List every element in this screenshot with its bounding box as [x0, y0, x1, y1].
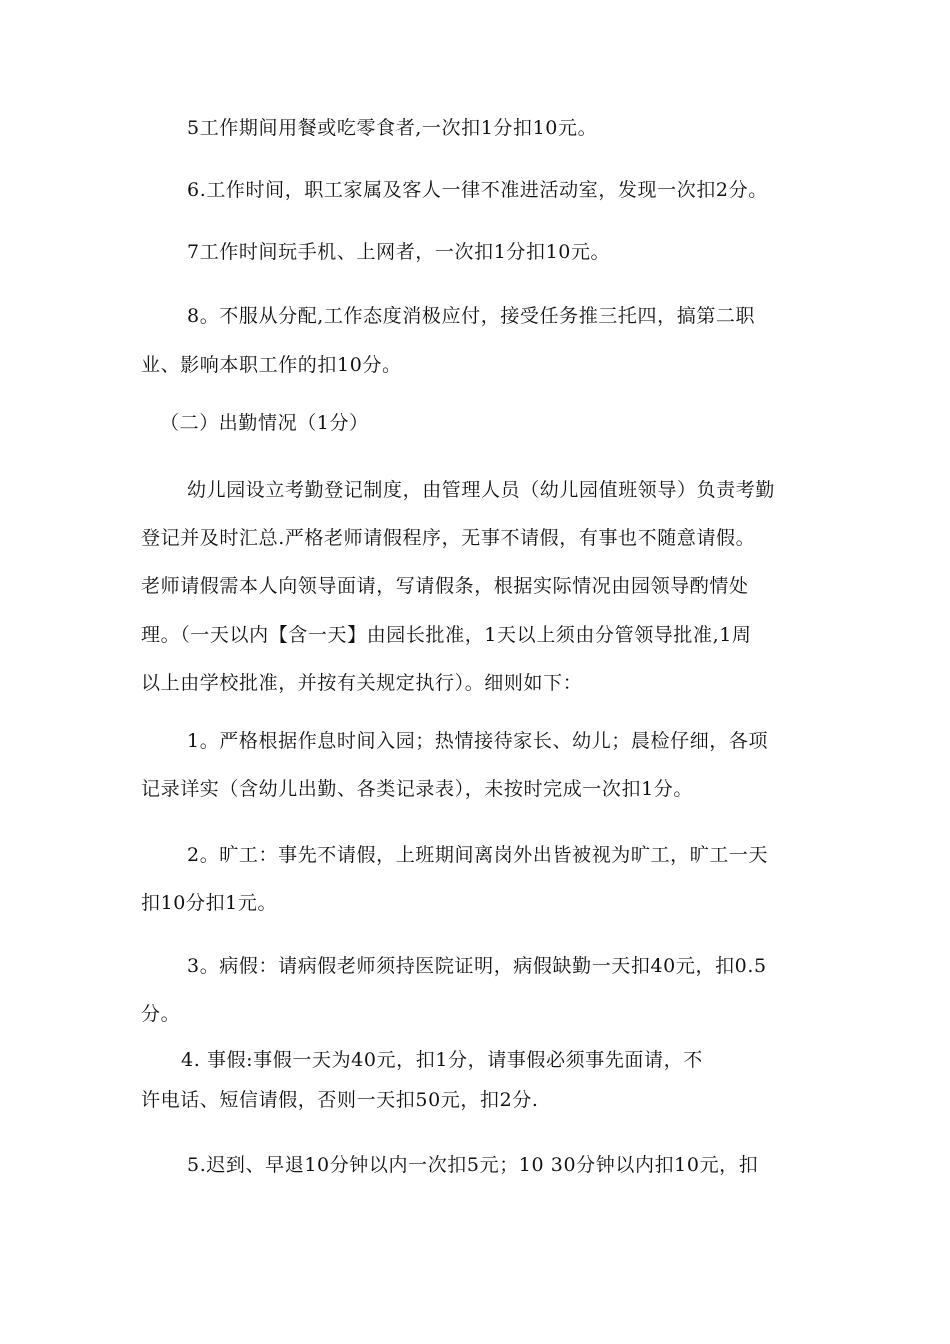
rule-item-6-visitors: 6.工作时间，职工家属及客人一律不准进活动室，发现一次扣2分。 [187, 179, 768, 201]
section-heading-attendance: （二）出勤情况（1分） [160, 412, 369, 434]
attendance-item-1-line-2: 记录详实（含幼儿出勤、各类记录表），未按时完成一次扣1分。 [141, 778, 693, 800]
attendance-item-1-line-1: 1。严格根据作息时间入园；热情接待家长、幼儿；晨检仔细，各项 [187, 730, 769, 752]
attendance-item-5-line-1: 5.迟到、早退10分钟以内一次扣5元；10 30分钟以内扣10元，扣 [187, 1154, 759, 1176]
attendance-item-2-line-2: 扣10分扣1元。 [141, 892, 278, 914]
attendance-intro-line-2: 登记并及时汇总.严格老师请假程序，无事不请假，有事也不随意请假。 [141, 527, 756, 549]
rule-item-8-line-2: 业、影响本职工作的扣10分。 [141, 354, 402, 376]
attendance-item-3-line-2: 分。 [141, 1003, 181, 1025]
attendance-item-2-line-1: 2。旷工：事先不请假，上班期间离岗外出皆被视为旷工，旷工一天 [187, 844, 769, 866]
attendance-intro-line-4: 理。（一天以内【含一天】由园长批准，1天以上须由分管领导批准,1周 [141, 624, 752, 646]
attendance-intro-line-1: 幼儿园设立考勤登记制度，由管理人员（幼儿园值班领导）负责考勤 [187, 479, 776, 501]
attendance-item-4-line-1: 4. 事假:事假一天为40元，扣1分，请事假必须事先面请，不 [181, 1049, 703, 1071]
attendance-intro-line-3: 老师请假需本人向领导面请，写请假条，根据实际情况由园领导酌情处 [141, 575, 749, 597]
attendance-item-3-line-1: 3。病假：请病假老师须持医院证明，病假缺勤一天扣40元，扣0.5 [187, 955, 767, 977]
rule-item-8-line-1: 8。不服从分配,工作态度消极应付，接受任务推三托四，搞第二职 [187, 305, 756, 327]
attendance-item-4-line-2: 许电话、短信请假，否则一天扣50元，扣2分. [141, 1089, 539, 1111]
rule-item-5-meals: 5工作期间用餐或吃零食者,一次扣1分扣10元。 [187, 117, 598, 139]
rule-item-7-phone: 7工作时间玩手机、上网者，一次扣1分扣10元。 [187, 241, 611, 263]
attendance-intro-line-5: 以上由学校批准，并按有关规定执行）。细则如下： [141, 672, 583, 694]
